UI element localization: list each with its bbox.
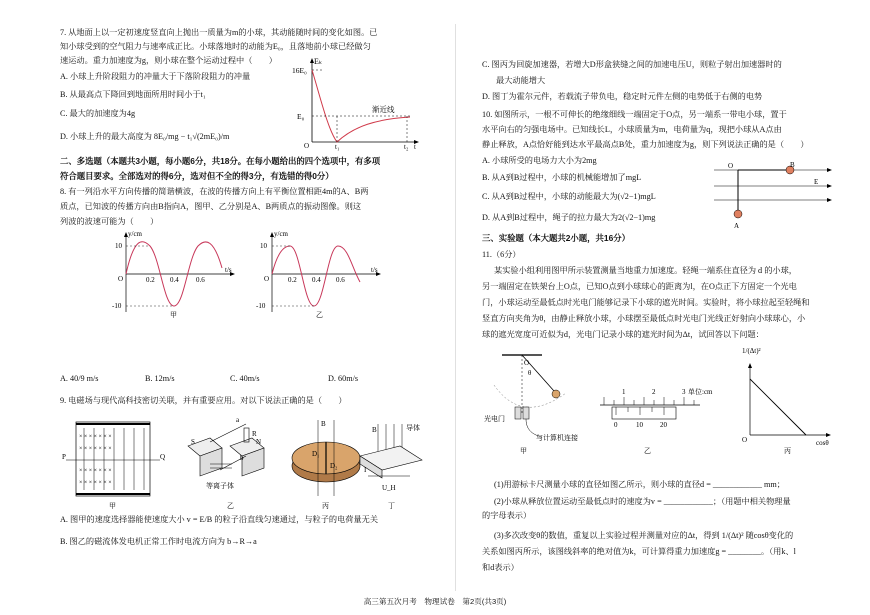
vernier-unit: 单位:cm (688, 388, 713, 396)
q8-graph-jia (112, 228, 242, 319)
q8-jia-tlabel: t/s (225, 266, 232, 274)
hall-element-figure (360, 423, 422, 510)
q8-yi-tlabel: t/s (371, 266, 378, 274)
vernier-s20: 20 (660, 421, 667, 429)
mhd-s: S (191, 438, 195, 446)
graph-xlabel: cosθ (816, 439, 829, 447)
selector-q: Q (160, 453, 166, 461)
q8-option-d: D. 60m/s (328, 374, 359, 383)
q11-part-1: (1)用游标卡尺测量小球的直径如图乙所示，则小球的直径d = ____________ mm； (494, 480, 785, 489)
hall-conductor: 导体 (406, 424, 420, 432)
vernier-1: 1 (622, 388, 626, 396)
svg-text:× × × × × × ×: × × × × × × × (79, 446, 112, 452)
q11-line-5: 球的遮光宽度可近似为d，光电门记录小球的遮光时间为Δt，试回答以下问题： (482, 330, 764, 339)
pend-gate: 光电门 (484, 415, 505, 423)
q8-jia-02: 0.2 (146, 276, 155, 284)
section-2-title: 二、多选题（本题共3小题，每小题6分，共18分。在每小题给出的四个选项中，有多项 (60, 156, 381, 166)
q9-option-d: D. 图丁为霍尔元件，若载流子带负电，稳定时元件左侧的电势低于右侧的电势 (482, 92, 763, 101)
mhd-a: a (236, 416, 240, 424)
q7-ylabel: Eₖ (314, 57, 323, 66)
q10-line-3: 静止释放，A点恰好能到达水平最高点B处，重力加速度为g，则下列说法正确的是（ ） (482, 140, 809, 149)
q7-origin: O (304, 142, 310, 150)
q7-line-3: 速运动。重力加速度为g，则小球在整个运动过程中（ ） (60, 56, 277, 65)
q10-b: B (790, 161, 795, 169)
q11-vernier-figure (594, 385, 724, 455)
q9-cap-ding: 丁 (388, 502, 395, 510)
vernier-3: 3 (682, 388, 686, 396)
q8-option-a: A. 40/9 m/s (60, 374, 99, 383)
q9-option-c-2: 最大动能增大 (496, 76, 546, 85)
q11-head: 11.（6分） (482, 250, 521, 259)
q10-e: E (814, 178, 819, 186)
q8-graph-yi (250, 228, 390, 319)
svg-text:× × × × × × ×: × × × × × × × (79, 434, 112, 440)
q8-jia-m10: -10 (112, 302, 122, 310)
q7-option-b: B. 从最高点下降回到地面所用时间小于t₁ (60, 90, 206, 99)
cyc-b: B (321, 420, 326, 428)
hall-b: B (372, 426, 377, 434)
q7-t: t (414, 143, 416, 151)
q10-o: O (728, 162, 734, 170)
cyc-d1: D₁ (312, 450, 320, 458)
q7-y1: E₀ (297, 112, 305, 121)
q10-option-b: B. 从A到B过程中，小球的机械能增加了mgL (482, 173, 642, 182)
mhd-b: b (240, 454, 244, 462)
graph-cap: 丙 (784, 447, 791, 455)
q8-jia-origin: O (118, 275, 124, 283)
q8-yi-cap: 乙 (316, 311, 323, 319)
q8-line-3: 列波的波速可能为（ ） (60, 217, 159, 226)
page-footer: 高三第五次月考 物理试卷 第2页(共3页) (363, 597, 507, 606)
svg-text:× × × × × × ×: × × × × × × × (79, 468, 112, 474)
mhd-n: N (256, 438, 262, 446)
q10-line-2: 水平向右的匀强电场中。已知线长L，小球质量为m，电荷量为q，现把小球从A点由 (482, 125, 782, 134)
q8-jia-ylabel: y/cm (128, 230, 142, 238)
q9-option-a: A. 图甲的速度选择器能使速度大小 v = E/B 的粒子沿直线匀速通过，与粒子的电荷量无关 (60, 515, 379, 524)
q8-jia-06: 0.6 (196, 276, 205, 284)
q9-cap-jia: 甲 (109, 502, 116, 510)
q8-line-2: 质点，已知波的传播方向由B指向A，图甲、乙分别是A、B两质点的振动图像。则这 (60, 202, 362, 211)
q8-option-b: B. 12m/s (145, 374, 175, 383)
q9-option-b: B. 图乙的磁流体发电机正常工作时电流方向为 b→R→a (60, 537, 257, 546)
hall-i: I (364, 466, 367, 474)
pend-link: 与计算机连接 (536, 434, 578, 442)
q9-line-1: 9. 电磁场与现代高科技密切关联，并有重要应用。对以下说法正确的是（ ） (60, 396, 347, 405)
q8-yi-ylabel: y/cm (274, 230, 288, 238)
q7-asymptote-label: 渐近线 (372, 105, 395, 114)
q8-option-c: C. 40m/s (230, 374, 260, 383)
q11-part-3c: 和d表示） (482, 563, 519, 572)
section-2-title-2: 符合题目要求。全部选对的得6分，选对但不全的得3分，有选错的得0分） (60, 171, 334, 181)
graph-ylabel: 1/(Δt)² (742, 347, 761, 355)
q10-option-d: D. 从A到B过程中，绳子的拉力最大为2(√2−1)mg (482, 213, 656, 222)
q10-a: A (734, 222, 740, 230)
q8-yi-m10: -10 (256, 302, 266, 310)
svg-text:× × × × × × ×: × × × × × × × (79, 480, 112, 486)
vernier-s0: 0 (614, 421, 618, 429)
mhd-generator-figure (188, 416, 264, 510)
vernier-s10: 10 (636, 421, 643, 429)
pend-theta: θ (528, 369, 532, 377)
q8-jia-10: 10 (115, 242, 122, 250)
selector-p: P (62, 453, 66, 461)
q9-cap-yi: 乙 (227, 502, 234, 510)
q7-option-c: C. 最大的加速度为4g (60, 109, 136, 118)
cyc-d2: D₂ (330, 462, 338, 470)
q8-jia-cap: 甲 (170, 311, 177, 319)
pend-cap: 甲 (520, 447, 527, 455)
q11-line-3: 门，小球运动至最低点时光电门能够记录下小球的遮光时间。实验时，将小球拉起至轻绳和 (482, 298, 810, 307)
q8-yi-10: 10 (260, 242, 267, 250)
q8-yi-origin: O (264, 275, 270, 283)
q11-part-2b: 的字母表示） (482, 511, 532, 520)
graph-origin: O (742, 436, 748, 444)
q8-yi-02: 0.2 (288, 276, 297, 284)
q8-line-1: 8. 有一列沿水平方向传播的简谐横波，在波的传播方向上有平衡位置相距4m的A、B两 (60, 187, 369, 196)
q11-part-3b: 关系如图丙所示，该图线斜率的绝对值为k，可计算得重力加速度g = ________。（用k、l (482, 547, 796, 556)
q9-option-c: C. 图丙为回旋加速器，若增大D形盒狭缝之间的加速电压U，则粒子射出加速器时的 (482, 60, 782, 69)
q11-line-2: 另一端固定在铁架台上O点，已知O点到小球球心的距离为l，在O点正下方固定一个光电 (482, 282, 797, 291)
hall-uh: U_H (382, 484, 396, 492)
velocity-selector-figure (62, 422, 165, 510)
q10-line-1: 10. 如图所示，一根不可伸长的绝缘细线一端固定于O点，另一端系一带电小球，置于 (482, 110, 787, 119)
mhd-r: R (252, 430, 257, 438)
q9-figures (60, 416, 422, 512)
q9-cap-bing: 丙 (322, 502, 329, 510)
q7-t1: t₁ (335, 143, 340, 151)
cyclotron-figure (292, 420, 360, 510)
vernier-cap: 乙 (644, 447, 651, 455)
q7-y16: 16E₀ (292, 66, 307, 75)
q7-line-2: 知小球受到的空气阻力与速率成正比。小球落地时的动能为E₀，且落地前小球已经做匀 (60, 42, 371, 51)
pend-o: O (524, 359, 530, 367)
q10-figure (714, 160, 834, 230)
q7-t2: t₂ (404, 143, 409, 151)
q11-line-4: 竖直方向夹角为θ，由静止释放小球，小球摆至最低点时光电门光线正好射向小球球心，小 (482, 314, 806, 323)
q7-option-a: A. 小球上升阶段阻力的冲量大于下落阶段阻力的冲量 (60, 72, 251, 81)
q7-ek-graph (292, 56, 422, 151)
q11-pendulum-figure (482, 345, 592, 455)
q11-part-3: (3)多次改变θ的数值，重复以上实验过程并测量对应的Δt，得到 1/(Δt)² 随cosθ变化的 (494, 531, 794, 540)
q8-jia-04: 0.4 (170, 276, 179, 284)
q10-option-c: C. 从A到B过程中，小球的动能最大为(√2−1)mgL (482, 192, 656, 201)
q8-yi-04: 0.4 (312, 276, 321, 284)
q10-option-a: A. 小球所受的电场力大小为2mg (482, 156, 597, 165)
vernier-2: 2 (652, 388, 656, 396)
q11-graph-figure (732, 345, 840, 455)
section-3-title: 三、实验题（本大题共2小题，共16分） (482, 233, 630, 243)
q11-part-2: (2)小球从释放位置运动至最低点时的速度为v = ____________；（用题中相关物理量 (494, 497, 791, 506)
plasma-label: 等离子体 (206, 482, 234, 490)
q7-line-1: 7. 从地面上以一定初速度竖直向上抛出一质量为m的小球，其动能随时间的变化如图。已 (60, 28, 378, 37)
q8-yi-06: 0.6 (336, 276, 345, 284)
q7-option-d: D. 小球上升的最大高度为 8E₀/mg − t₁√(2mE₀)/m (60, 132, 230, 141)
column-divider (455, 24, 456, 591)
q11-line-1: 某实验小组利用图甲所示装置测量当地重力加速度。轻绳一端系住直径为 d 的小球， (494, 266, 797, 275)
